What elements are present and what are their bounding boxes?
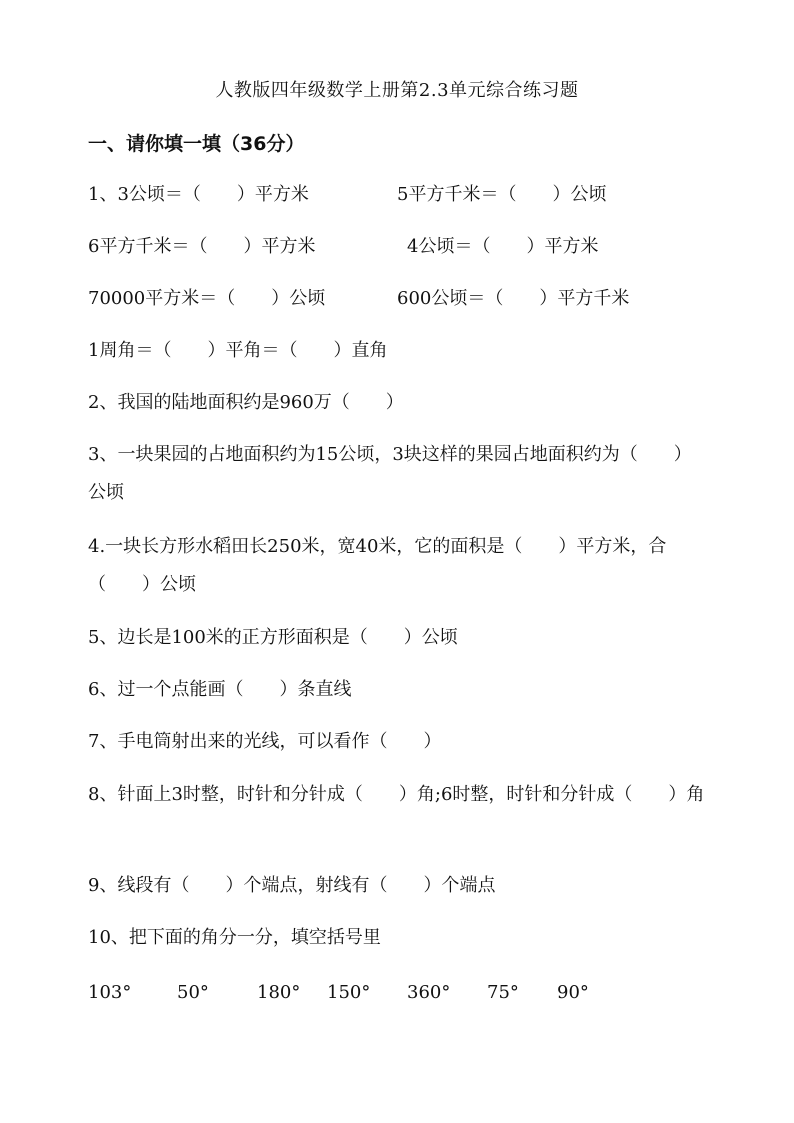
q1-item-f: 600公顷＝（ ）平方千米 [397, 288, 630, 309]
page-title: 人教版四年级数学上册第2.3单元综合练习题 [215, 80, 579, 101]
question-6: 6、过一个点能画（ ）条直线 [88, 679, 352, 700]
question-10: 10、把下面的角分一分，填空括号里 [88, 927, 381, 948]
q1-item-g: 1周角＝（ ）平角＝（ ）直角 [88, 340, 388, 361]
q1-item-b: 5平方千米＝（ ）公顷 [397, 184, 607, 205]
question-5: 5、边长是100米的正方形面积是（ ）公顷 [88, 627, 458, 648]
section-heading: 一、请你填一填（36分） [88, 133, 305, 155]
q1-item-a: 1、3公顷＝（ ）平方米 [88, 184, 309, 205]
angle-value: 150° [327, 982, 371, 1003]
question-3: 3、一块果园的占地面积约为15公顷，3块这样的果园占地面积约为（ ）公顷 [88, 444, 692, 503]
question-9: 9、线段有（ ）个端点，射线有（ ）个端点 [88, 875, 496, 896]
question-8: 8、针面上3时整，时针和分针成（ ）角;6时整，时针和分针成（ ）角 [88, 784, 705, 805]
angle-value: 75° [487, 982, 519, 1003]
q1-item-c: 6平方千米＝（ ）平方米 [88, 236, 316, 257]
question-7: 7、手电筒射出来的光线，可以看作（ ） [88, 731, 442, 752]
q1-item-d: 4公顷＝（ ）平方米 [407, 236, 599, 257]
angle-value: 90° [557, 982, 589, 1003]
angle-value: 180° [257, 982, 301, 1003]
angle-value: 50° [177, 982, 209, 1003]
angle-value: 103° [88, 982, 132, 1003]
angle-value: 360° [407, 982, 451, 1003]
q1-item-e: 70000平方米＝（ ）公顷 [88, 288, 326, 309]
question-2: 2、我国的陆地面积约是960万（ ） [88, 392, 404, 413]
question-4: 4.一块长方形水稻田长250米，宽40米，它的面积是（ ）平方米，合（ ）公顷 [88, 536, 667, 595]
